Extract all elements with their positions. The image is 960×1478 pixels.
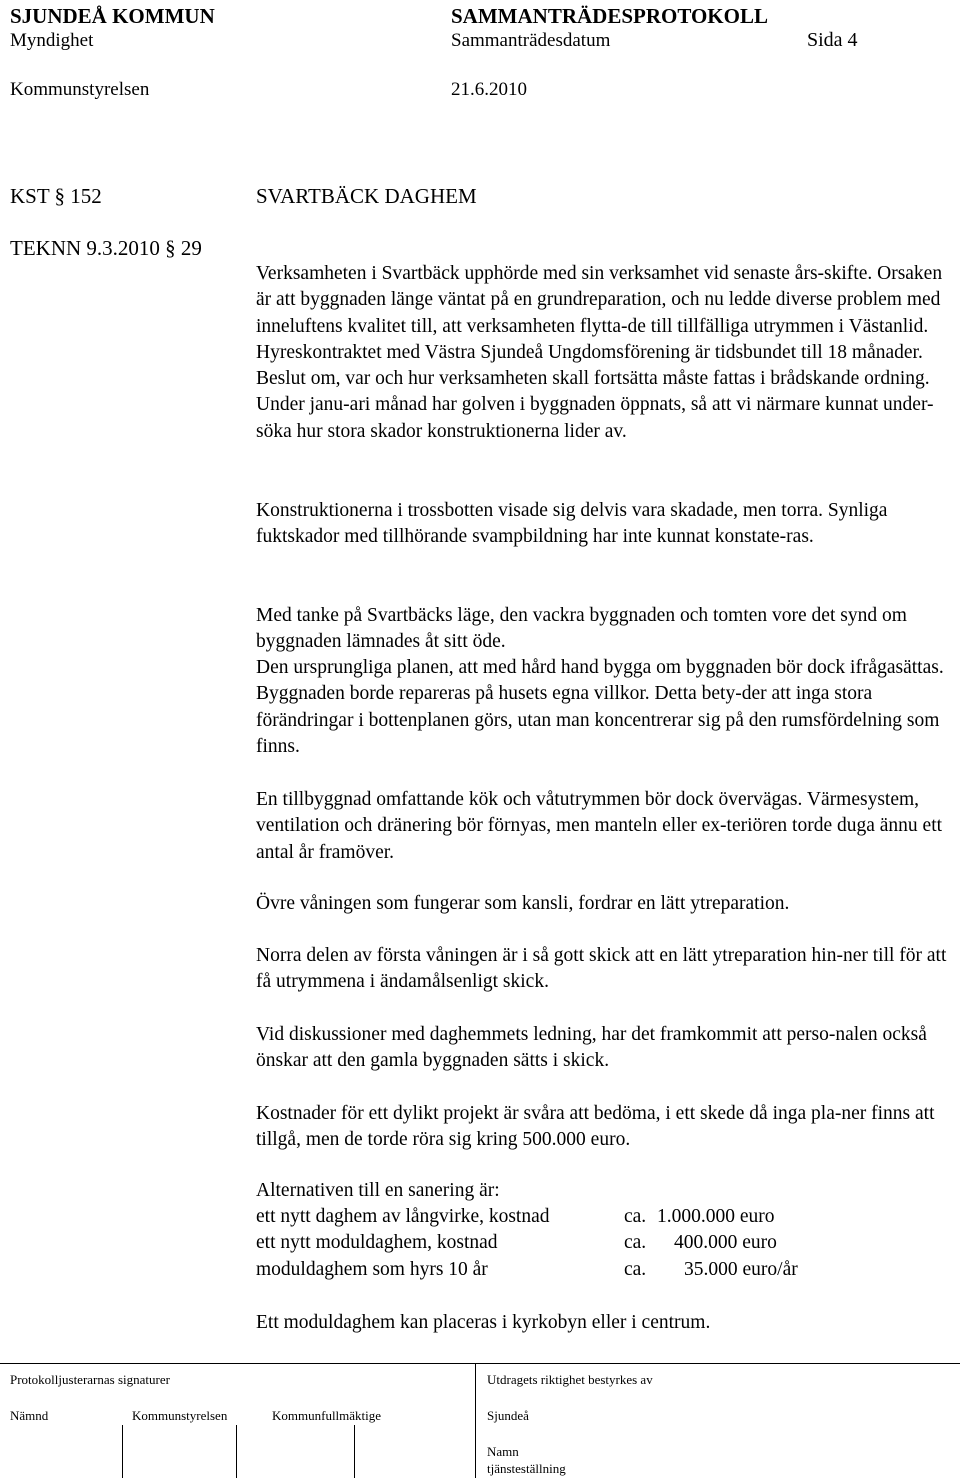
certification-place: Sjundeå	[487, 1408, 529, 1423]
namnd-label: Nämnd	[10, 1408, 49, 1423]
municipality-name: SJUNDEÅ KOMMUN	[10, 4, 215, 28]
alternative-ca: ca.	[624, 1206, 647, 1227]
alternative-amount: 1.000.000 euro	[657, 1206, 775, 1227]
alternative-row	[256, 1232, 777, 1254]
body-paragraph-8	[256, 1101, 956, 1154]
body-paragraph-4	[256, 787, 956, 866]
signature-box-divider	[354, 1425, 355, 1478]
meeting-date-label: Sammanträdesdatum	[451, 30, 611, 51]
namnd-kommunfullmaktige: Kommunfullmäktige	[272, 1408, 382, 1423]
alternative-row	[256, 1259, 798, 1281]
alternatives-heading: Alternativen till en sanering är:	[256, 1180, 500, 1201]
role-label: tjänsteställning	[487, 1461, 566, 1476]
paragraph-text: En tillbyggnad omfattande kök och våtutrymmen bör dock övervägas. Värmesystem, ventilation och dränering bör förnyas, men manteln eller ex-teriören torde duga ännu ett antal år framöver.	[256, 789, 943, 863]
alternative-ca: ca.	[624, 1232, 647, 1253]
body-paragraph-5	[256, 891, 956, 917]
body-paragraph-7	[256, 1022, 956, 1075]
document-type: SAMMANTRÄDESPROTOKOLL	[451, 4, 768, 28]
paragraph-text: Den ursprungliga planen, att med hård hand bygga om byggnaden bör dock ifrågasättas. Byggnaden borde repareras på husets egna villkor. Detta bety-der att inga stora förändringar i bottenplanen görs, utan man koncentrerar sig på den rumsfördelning som finns.	[256, 657, 944, 757]
body-paragraph-1	[256, 261, 956, 445]
section-ref-teknn: TEKNN 9.3.2010 § 29	[10, 236, 202, 260]
body-paragraph-3b	[256, 655, 956, 760]
authority-label: Myndighet	[10, 30, 94, 51]
footer-top-rule	[0, 1363, 960, 1364]
authority-name: Kommunstyrelsen	[10, 79, 150, 100]
namn-label: Namn	[487, 1444, 519, 1459]
alternative-ca: ca.	[624, 1259, 647, 1280]
body-paragraph-2	[256, 498, 956, 551]
paragraph-text: Övre våningen som fungerar som kansli, fordrar en lätt ytreparation.	[256, 893, 790, 914]
signature-box-divider	[122, 1425, 123, 1478]
alternative-label: moduldaghem som hyrs 10 år	[256, 1259, 488, 1280]
section-title: SVARTBÄCK DAGHEM	[256, 184, 477, 208]
alternative-label: ett nytt daghem av långvirke, kostnad	[256, 1206, 550, 1227]
closing-sentence: Ett moduldaghem kan placeras i kyrkobyn eller i centrum.	[256, 1312, 711, 1333]
alternative-amount: 35.000 euro/år	[684, 1259, 798, 1280]
namnd-kommunstyrelsen: Kommunstyrelsen	[132, 1408, 228, 1423]
paragraph-text: Konstruktionerna i trossbotten visade sig delvis vara skadade, men torra. Synliga fuktskador med tillhörande svampbildning har inte kunnat konstate-ras.	[256, 500, 888, 548]
alternative-amount: 400.000 euro	[674, 1232, 777, 1253]
paragraph-text: Med tanke på Svartbäcks läge, den vackra byggnaden och tomten vore det synd om byggnaden lämnades åt sitt öde.	[256, 605, 907, 653]
alternative-label: ett nytt moduldaghem, kostnad	[256, 1232, 498, 1253]
body-paragraph-3a	[256, 603, 956, 656]
page-number: Sida 4	[807, 29, 858, 51]
footer-column-divider	[475, 1363, 476, 1478]
paragraph-text: Vid diskussioner med daghemmets ledning, har det framkommit att perso-nalen också önskar att den gamla byggnaden sätts i skick.	[256, 1024, 927, 1072]
signatures-heading: Protokolljusterarnas signaturer	[10, 1372, 170, 1387]
paragraph-text: Kostnader för ett dylikt projekt är svåra att bedöma, i ett skede då inga pla-ner finns att tillgå, men de torde röra sig kring 500.000 euro.	[256, 1103, 935, 1151]
section-ref-kst: KST § 152	[10, 184, 102, 208]
meeting-date: 21.6.2010	[451, 79, 527, 100]
alternative-row	[256, 1206, 775, 1228]
signature-box-divider	[236, 1425, 237, 1478]
paragraph-text: Norra delen av första våningen är i så gott skick att en lätt ytreparation hin-ner till för att få utrymmena i ändamålsenligt skick.	[256, 945, 947, 993]
paragraph-text: Verksamheten i Svartbäck upphörde med sin verksamhet vid senaste års-skifte. Orsaken är att byggnaden länge väntat på en grundreparation, och nu ledde diverse problem med inneluftens kvalitet till, att verksamheten flytta-de till tillfälliga utrymmen i Västanlid. Hyreskontraktet med Västra Sjundeå Ungdomsförening är tidsbundet till 18 månader. Beslut om, var och hur verksamheten skall fortsätta måste fattas i brådskande ordning. Under janu-ari månad har golven i byggnaden öppnats, så att vi närmare kunnat under-söka hur stora skador konstruktionerna lider av.	[256, 263, 943, 442]
body-paragraph-6	[256, 943, 956, 996]
certification-heading: Utdragets riktighet bestyrkes av	[487, 1372, 653, 1387]
